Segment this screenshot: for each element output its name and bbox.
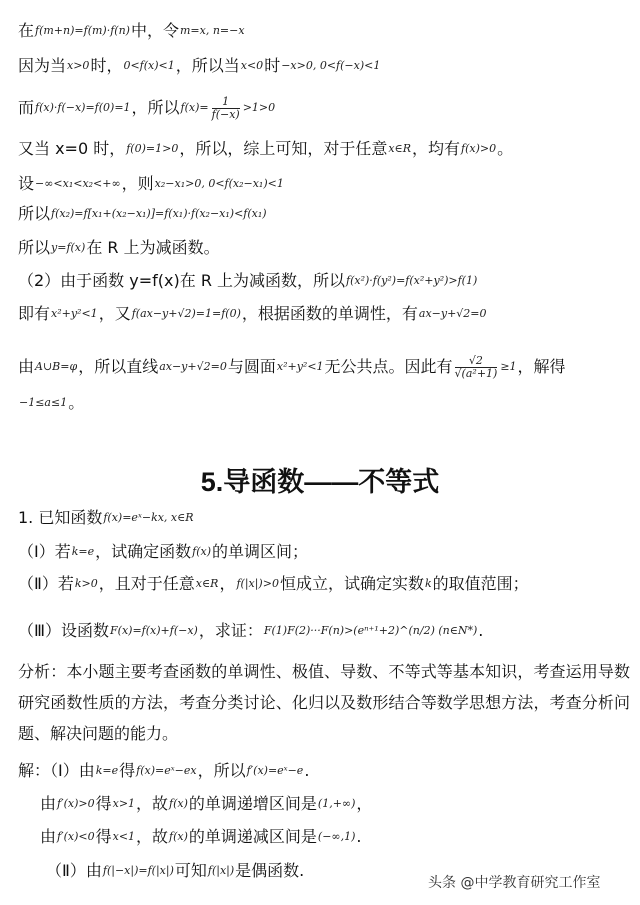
text: （2）由于函数 y=f(x)在 R 上为减函数，所以: [18, 271, 346, 290]
text: 而: [18, 98, 35, 117]
proof-line-11: [18, 392, 632, 414]
text: ，则: [121, 174, 154, 193]
formula: x<0: [240, 59, 264, 72]
fraction: [212, 96, 240, 121]
formula: f(|−x|)=f(|x|): [102, 864, 174, 877]
analysis-paragraph: 分析：本小题主要考查函数的单调性、极值、导数、不等式等基本知识，考查运用导数研究函数性质的方法，考查分类讨论、化归以及数形结合等数学思想方法，考查分析问题、解决问题的能力。: [18, 662, 630, 743]
problem-line-4: [18, 620, 632, 642]
proof-line-1: [18, 20, 632, 42]
text: 由: [18, 357, 35, 376]
formula: f(x)>0: [461, 142, 497, 155]
section-heading: 5.导函数——不等式: [200, 467, 440, 497]
formula: ≥1: [500, 360, 517, 373]
formula: f(|x|)>0: [236, 577, 279, 590]
text: 所以: [18, 204, 51, 223]
text: （Ⅱ）由: [46, 861, 102, 880]
formula: y=f(x): [51, 241, 86, 254]
formula: f(x²)·f(y²)=f(x²+y²)>f(1): [346, 274, 478, 287]
text: 在 R 上为减函数。: [86, 238, 220, 257]
formula: k=e: [95, 764, 119, 777]
text: 所以: [18, 238, 51, 257]
text: 时: [264, 56, 281, 75]
formula: f′(x)=eˣ−e: [246, 764, 304, 777]
text: ，所以: [197, 761, 246, 780]
text: 由: [40, 794, 57, 813]
text: 1. 已知函数: [18, 508, 103, 527]
formula: k>0: [74, 577, 98, 590]
text: ，所以直线: [78, 357, 159, 376]
formula: f(ax−y+√2)=1=f(0): [131, 307, 241, 320]
proof-line-3: [18, 96, 632, 121]
text: 的单调递增区间是: [188, 794, 317, 813]
text: 得: [95, 794, 112, 813]
formula: f(x): [169, 797, 188, 810]
formula: −∞<x₁<x₂<+∞: [35, 177, 121, 190]
formula: m=x, n=−x: [179, 24, 245, 37]
text: （Ⅲ）设函数: [18, 621, 110, 640]
text: 的取值范围；: [432, 574, 529, 593]
formula: f(m+n)=f(m)·f(n): [35, 24, 130, 37]
text: 时，: [90, 56, 123, 75]
text: 可知: [174, 861, 207, 880]
text: .: [356, 827, 362, 846]
proof-line-10: [18, 355, 632, 380]
formula: 0<f(x)<1: [123, 59, 175, 72]
proof-line-9: [18, 303, 632, 325]
denominator: √(a²+1): [454, 367, 498, 380]
formula: x>1: [112, 797, 136, 810]
text: 恒成立，试确定实数: [279, 574, 424, 593]
formula: f(x)·f(−x)=f(0)=1: [35, 101, 131, 114]
text: ，试确定函数: [95, 542, 192, 561]
formula: ax−y+√2=0: [159, 360, 227, 373]
text: .: [478, 621, 484, 640]
formula: >1>0: [242, 101, 276, 114]
text: ，均有: [411, 139, 460, 158]
formula: f(x)=: [180, 101, 209, 114]
text: ，求证：: [198, 621, 263, 640]
text: 。: [497, 139, 514, 158]
text: 在: [18, 21, 35, 40]
formula: f(x₂)=f[x₁+(x₂−x₁)]=f(x₁)·f(x₂−x₁)<f(x₁): [51, 207, 267, 220]
formula: f(x)=eˣ−ex: [136, 764, 197, 777]
text: 与圆面: [227, 357, 276, 376]
formula: f(x): [169, 830, 188, 843]
text: ，所以: [131, 98, 180, 117]
formula: f(0)=1>0: [126, 142, 179, 155]
formula: x²+y²<1: [276, 360, 324, 373]
denominator: f(−x): [211, 108, 240, 121]
text: 得: [95, 827, 112, 846]
text: ，所以当: [175, 56, 240, 75]
text: 因为当: [18, 56, 67, 75]
formula: ax−y+√2=0: [418, 307, 487, 320]
proof-line-8: [18, 270, 632, 292]
formula: −1≤a≤1: [19, 396, 68, 409]
text: ，: [356, 794, 373, 813]
text: ，所以，综上可知，对于任意: [179, 139, 388, 158]
text: 设: [18, 174, 35, 193]
proof-line-6: [18, 203, 632, 225]
text: （Ⅰ）若: [18, 542, 71, 561]
formula: k=e: [71, 545, 95, 558]
formula: x∈R: [388, 142, 411, 155]
formula: f(|x|): [207, 864, 235, 877]
text: ，又: [98, 304, 131, 323]
formula: x²+y²<1: [51, 307, 98, 320]
text: ，根据函数的单调性，有: [241, 304, 418, 323]
proof-line-5: [18, 173, 632, 195]
text: ，解得: [517, 357, 566, 376]
formula: k: [424, 577, 432, 590]
text: 由: [40, 827, 57, 846]
solution-line-4: [46, 860, 420, 882]
text: ，故: [136, 794, 169, 813]
problem-line-3: [18, 573, 632, 595]
text: 中，令: [130, 21, 179, 40]
text: 得: [119, 761, 136, 780]
proof-line-2: [18, 55, 632, 77]
formula: x<1: [112, 830, 136, 843]
source-watermark: 头条 @中学教育研究工作室: [428, 875, 601, 891]
text: 即有: [18, 304, 51, 323]
text: 是偶函数.: [235, 861, 305, 880]
formula: f′(x)>0: [57, 797, 95, 810]
formula: −x>0, 0<f(−x)<1: [281, 59, 381, 72]
text: 无公共点。因此有: [324, 357, 453, 376]
formula: f′(x)<0: [57, 830, 95, 843]
text: （Ⅱ）若: [18, 574, 74, 593]
fraction: [455, 355, 498, 380]
solution-line-3: [40, 826, 632, 848]
text: 又当 x=0 时，: [18, 139, 126, 158]
proof-line-7: [18, 237, 632, 259]
problem-line-1: [18, 507, 632, 529]
text: ，故: [136, 827, 169, 846]
text: ，且对于任意: [98, 574, 195, 593]
problem-line-2: [18, 541, 632, 563]
solution-line-2: [40, 793, 632, 815]
numerator: 1: [212, 96, 240, 109]
formula: f(x)=eˣ−kx, x∈R: [103, 511, 194, 524]
text: .: [304, 761, 310, 780]
formula: x>0: [67, 59, 90, 72]
formula: A∪B=φ: [35, 360, 78, 373]
formula: x∈R: [195, 577, 219, 590]
text: ，: [219, 574, 236, 593]
formula: (−∞,1): [317, 830, 356, 843]
proof-line-4: [18, 138, 632, 160]
text: 。: [68, 393, 85, 412]
numerator: √2: [455, 355, 498, 368]
formula: (1,+∞): [317, 797, 356, 810]
text: 的单调区间；: [212, 542, 309, 561]
formula: F(1)F(2)···F(n)>(eⁿ⁺¹+2)^(n/2) (n∈N*): [263, 624, 478, 637]
formula: F(x)=f(x)+f(−x): [110, 624, 198, 637]
formula: x₂−x₁>0, 0<f(x₂−x₁)<1: [154, 177, 284, 190]
text: 解：（Ⅰ）由: [18, 761, 95, 780]
solution-line-1: [18, 760, 632, 782]
text: 的单调递减区间是: [188, 827, 317, 846]
formula: f(x): [192, 545, 212, 558]
